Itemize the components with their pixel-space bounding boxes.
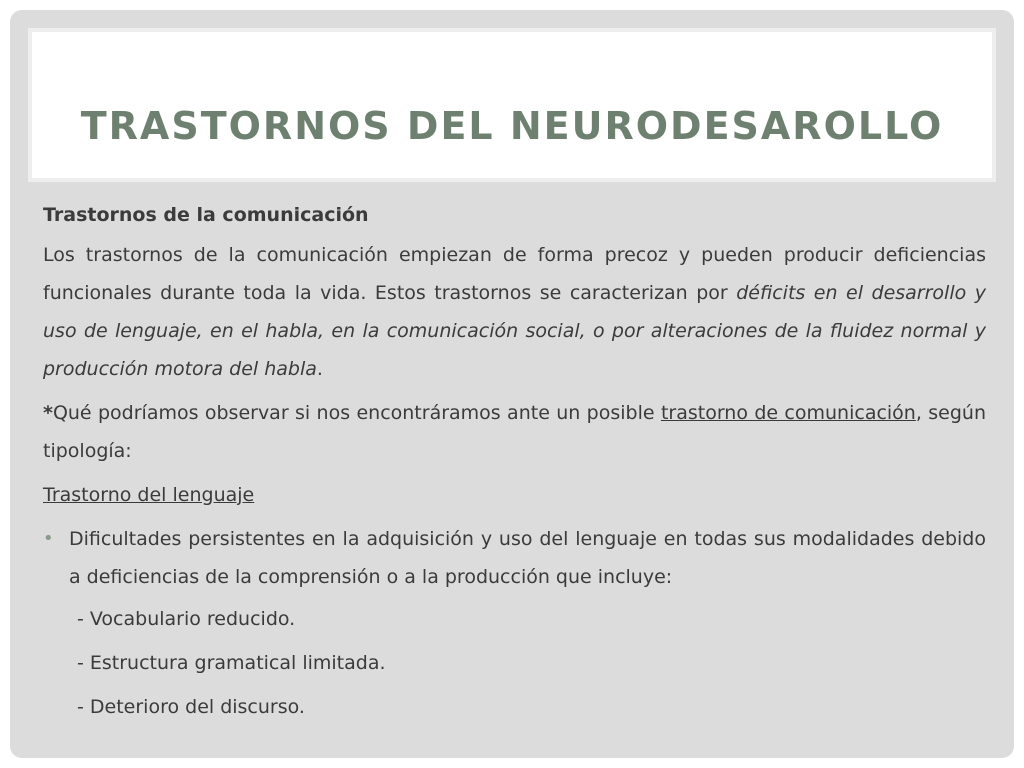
asterisk-mark: *	[43, 402, 53, 424]
paragraph-intro-italic: déficits en el desarrollo y uso de lenguaje, en el habla, en la comunicación social, o por alteraciones de la fluidez normal y producción motora del habla	[43, 282, 986, 380]
paragraph-question	[43, 394, 986, 470]
paragraph-intro-text: Los trastornos de la comunicación empiezan de forma precoz y pueden producir deficiencias funcionales durante toda la vida. Estos trastornos se caracterizan por	[43, 244, 986, 304]
title-box	[32, 32, 992, 178]
bullet-text: Dificultades persistentes en la adquisición y uso del lenguaje en todas sus modalidades debido a deficiencias de la comprensión o a la producción que incluye:	[69, 528, 986, 588]
paragraph-question-text: Qué podríamos observar si nos encontráramos ante un posible	[52, 402, 661, 424]
paragraph-question-end: , según tipología:	[43, 402, 986, 462]
trastorno-lenguaje-link[interactable]: Trastorno del lenguaje	[43, 484, 255, 506]
paragraph-intro-end: .	[316, 358, 323, 380]
sub-item-estructura: - Estructura gramatical limitada.	[77, 652, 386, 674]
sub-item-discurso: - Deterioro del discurso.	[77, 696, 305, 718]
section-subheading: Trastornos de la comunicación	[43, 204, 369, 226]
sub-item-vocabulario: - Vocabulario reducido.	[77, 608, 296, 630]
slide-content	[43, 196, 986, 732]
slide-title: TRASTORNOS DEL NEURODESAROLLO	[80, 104, 944, 148]
bullet-item	[43, 520, 986, 596]
slide	[10, 10, 1014, 758]
bullet-dot-icon: •	[43, 528, 54, 549]
trastorno-comunicacion-link[interactable]: trastorno de comunicación	[660, 402, 916, 424]
paragraph-intro	[43, 236, 986, 388]
